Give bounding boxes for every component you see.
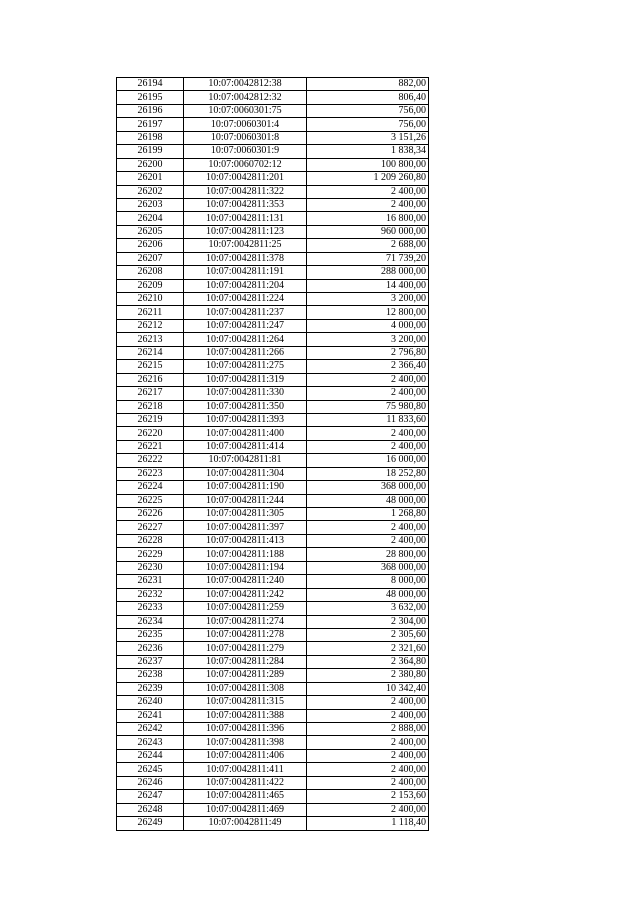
amount-cell: 3 151,26 — [307, 131, 429, 144]
row-number-cell: 26235 — [117, 628, 184, 641]
cadastral-number-cell: 10:07:0042811:414 — [184, 440, 307, 453]
row-number-cell: 26214 — [117, 346, 184, 359]
table-row — [117, 131, 429, 144]
row-number-cell: 26247 — [117, 790, 184, 803]
cadastral-number-cell: 10:07:0042811:204 — [184, 279, 307, 292]
row-number-cell: 26237 — [117, 655, 184, 668]
amount-cell: 368 000,00 — [307, 561, 429, 574]
table-row — [117, 655, 429, 668]
table-row — [117, 400, 429, 413]
table-row — [117, 669, 429, 682]
cadastral-number-cell: 10:07:0042811:289 — [184, 669, 307, 682]
table-row — [117, 749, 429, 762]
cadastral-number-cell: 10:07:0060702:12 — [184, 158, 307, 171]
cadastral-number-cell: 10:07:0042811:411 — [184, 763, 307, 776]
cadastral-number-cell: 10:07:0042811:244 — [184, 494, 307, 507]
table-row — [117, 803, 429, 816]
table-row — [117, 239, 429, 252]
cadastral-number-cell: 10:07:0042811:308 — [184, 682, 307, 695]
amount-cell: 12 800,00 — [307, 306, 429, 319]
amount-cell: 28 800,00 — [307, 548, 429, 561]
amount-cell: 8 000,00 — [307, 575, 429, 588]
cadastral-number-cell: 10:07:0042811:353 — [184, 198, 307, 211]
row-number-cell: 26210 — [117, 293, 184, 306]
amount-cell: 806,40 — [307, 91, 429, 104]
cadastral-number-cell: 10:07:0042811:247 — [184, 319, 307, 332]
table-row — [117, 790, 429, 803]
table-row — [117, 212, 429, 225]
amount-cell: 3 632,00 — [307, 602, 429, 615]
amount-cell: 2 400,00 — [307, 440, 429, 453]
table-row — [117, 118, 429, 131]
cadastral-number-cell: 10:07:0042811:398 — [184, 736, 307, 749]
table-row — [117, 306, 429, 319]
row-number-cell: 26200 — [117, 158, 184, 171]
table-row — [117, 615, 429, 628]
amount-cell: 3 200,00 — [307, 333, 429, 346]
row-number-cell: 26226 — [117, 508, 184, 521]
row-number-cell: 26202 — [117, 185, 184, 198]
table-row — [117, 723, 429, 736]
cadastral-number-cell: 10:07:0042811:322 — [184, 185, 307, 198]
amount-cell: 11 833,60 — [307, 413, 429, 426]
amount-cell: 2 400,00 — [307, 749, 429, 762]
table-row — [117, 467, 429, 480]
cadastral-number-cell: 10:07:0042811:274 — [184, 615, 307, 628]
cadastral-number-cell: 10:07:0042812:32 — [184, 91, 307, 104]
row-number-cell: 26204 — [117, 212, 184, 225]
amount-cell: 882,00 — [307, 78, 429, 91]
amount-cell: 1 118,40 — [307, 817, 429, 830]
amount-cell: 48 000,00 — [307, 494, 429, 507]
amount-cell: 2 400,00 — [307, 534, 429, 547]
cadastral-number-cell: 10:07:0042811:237 — [184, 306, 307, 319]
row-number-cell: 26219 — [117, 413, 184, 426]
table-row — [117, 91, 429, 104]
cadastral-number-cell: 10:07:0042811:25 — [184, 239, 307, 252]
cadastral-number-cell: 10:07:0042811:194 — [184, 561, 307, 574]
row-number-cell: 26194 — [117, 78, 184, 91]
cadastral-number-cell: 10:07:0042811:49 — [184, 817, 307, 830]
table-row — [117, 481, 429, 494]
amount-cell: 2 400,00 — [307, 387, 429, 400]
cadastral-number-cell: 10:07:0042811:191 — [184, 266, 307, 279]
amount-cell: 14 400,00 — [307, 279, 429, 292]
amount-cell: 16 000,00 — [307, 454, 429, 467]
row-number-cell: 26198 — [117, 131, 184, 144]
table-row — [117, 696, 429, 709]
table-row — [117, 817, 429, 830]
cadastral-number-cell: 10:07:0060301:4 — [184, 118, 307, 131]
row-number-cell: 26232 — [117, 588, 184, 601]
cadastral-number-cell: 10:07:0042811:330 — [184, 387, 307, 400]
amount-cell: 960 000,00 — [307, 225, 429, 238]
table-row — [117, 588, 429, 601]
table-row — [117, 172, 429, 185]
cadastral-number-cell: 10:07:0042811:465 — [184, 790, 307, 803]
amount-cell: 2 364,80 — [307, 655, 429, 668]
table-row — [117, 575, 429, 588]
amount-cell: 2 380,80 — [307, 669, 429, 682]
cadastral-number-cell: 10:07:0042811:406 — [184, 749, 307, 762]
row-number-cell: 26229 — [117, 548, 184, 561]
amount-cell: 2 400,00 — [307, 696, 429, 709]
table-row — [117, 454, 429, 467]
amount-cell: 75 980,80 — [307, 400, 429, 413]
amount-cell: 2 305,60 — [307, 628, 429, 641]
row-number-cell: 26223 — [117, 467, 184, 480]
table-row — [117, 561, 429, 574]
cadastral-number-cell: 10:07:0042811:264 — [184, 333, 307, 346]
row-number-cell: 26222 — [117, 454, 184, 467]
amount-cell: 2 400,00 — [307, 521, 429, 534]
cadastral-number-cell: 10:07:0042811:396 — [184, 723, 307, 736]
cadastral-number-cell: 10:07:0042811:188 — [184, 548, 307, 561]
row-number-cell: 26207 — [117, 252, 184, 265]
cadastral-number-cell: 10:07:0042811:350 — [184, 400, 307, 413]
amount-cell: 2 400,00 — [307, 776, 429, 789]
row-number-cell: 26249 — [117, 817, 184, 830]
table-row — [117, 427, 429, 440]
table-row — [117, 104, 429, 117]
amount-cell: 2 400,00 — [307, 763, 429, 776]
row-number-cell: 26199 — [117, 145, 184, 158]
cadastral-number-cell: 10:07:0042811:131 — [184, 212, 307, 225]
cadastral-number-cell: 10:07:0042811:397 — [184, 521, 307, 534]
cadastral-number-cell: 10:07:0042811:422 — [184, 776, 307, 789]
table-row — [117, 158, 429, 171]
table-row — [117, 319, 429, 332]
amount-cell: 2 888,00 — [307, 723, 429, 736]
table-row — [117, 413, 429, 426]
cadastral-number-cell: 10:07:0042811:201 — [184, 172, 307, 185]
amount-cell: 2 400,00 — [307, 736, 429, 749]
table-row — [117, 642, 429, 655]
row-number-cell: 26212 — [117, 319, 184, 332]
row-number-cell: 26236 — [117, 642, 184, 655]
table-row — [117, 709, 429, 722]
row-number-cell: 26208 — [117, 266, 184, 279]
row-number-cell: 26221 — [117, 440, 184, 453]
row-number-cell: 26238 — [117, 669, 184, 682]
row-number-cell: 26225 — [117, 494, 184, 507]
row-number-cell: 26245 — [117, 763, 184, 776]
cadastral-number-cell: 10:07:0042811:278 — [184, 628, 307, 641]
table-row — [117, 763, 429, 776]
table-row — [117, 548, 429, 561]
amount-cell: 48 000,00 — [307, 588, 429, 601]
amount-cell: 2 688,00 — [307, 239, 429, 252]
table-body — [117, 78, 429, 831]
row-number-cell: 26227 — [117, 521, 184, 534]
cadastral-number-cell: 10:07:0042811:279 — [184, 642, 307, 655]
row-number-cell: 26220 — [117, 427, 184, 440]
row-number-cell: 26228 — [117, 534, 184, 547]
amount-cell: 18 252,80 — [307, 467, 429, 480]
cadastral-number-cell: 10:07:0042811:190 — [184, 481, 307, 494]
cadastral-number-cell: 10:07:0042811:275 — [184, 360, 307, 373]
cadastral-number-cell: 10:07:0060301:8 — [184, 131, 307, 144]
cadastral-number-cell: 10:07:0042811:388 — [184, 709, 307, 722]
row-number-cell: 26201 — [117, 172, 184, 185]
amount-cell: 2 400,00 — [307, 709, 429, 722]
table-row — [117, 333, 429, 346]
row-number-cell: 26195 — [117, 91, 184, 104]
amount-cell: 71 739,20 — [307, 252, 429, 265]
cadastral-number-cell: 10:07:0042811:378 — [184, 252, 307, 265]
table-row — [117, 346, 429, 359]
row-number-cell: 26216 — [117, 373, 184, 386]
amount-cell: 2 400,00 — [307, 185, 429, 198]
cadastral-number-cell: 10:07:0042811:393 — [184, 413, 307, 426]
table-row — [117, 440, 429, 453]
cadastral-number-cell: 10:07:0042811:284 — [184, 655, 307, 668]
amount-cell: 100 800,00 — [307, 158, 429, 171]
amount-cell: 2 321,60 — [307, 642, 429, 655]
row-number-cell: 26243 — [117, 736, 184, 749]
amount-cell: 3 200,00 — [307, 293, 429, 306]
cadastral-number-cell: 10:07:0060301:9 — [184, 145, 307, 158]
cadastral-number-cell: 10:07:0042811:259 — [184, 602, 307, 615]
amount-cell: 756,00 — [307, 104, 429, 117]
table-row — [117, 266, 429, 279]
amount-cell: 2 400,00 — [307, 803, 429, 816]
row-number-cell: 26215 — [117, 360, 184, 373]
cadastral-number-cell: 10:07:0042811:315 — [184, 696, 307, 709]
amount-cell: 2 366,40 — [307, 360, 429, 373]
amount-cell: 2 400,00 — [307, 373, 429, 386]
table-row — [117, 494, 429, 507]
row-number-cell: 26209 — [117, 279, 184, 292]
amount-cell: 16 800,00 — [307, 212, 429, 225]
table-row — [117, 293, 429, 306]
table-row — [117, 521, 429, 534]
row-number-cell: 26248 — [117, 803, 184, 816]
amount-cell: 756,00 — [307, 118, 429, 131]
row-number-cell: 26205 — [117, 225, 184, 238]
amount-cell: 2 400,00 — [307, 427, 429, 440]
cadastral-number-cell: 10:07:0042811:469 — [184, 803, 307, 816]
table-row — [117, 534, 429, 547]
cadastral-number-cell: 10:07:0042811:319 — [184, 373, 307, 386]
cadastral-number-cell: 10:07:0042811:304 — [184, 467, 307, 480]
table-row — [117, 387, 429, 400]
row-number-cell: 26242 — [117, 723, 184, 736]
table-row — [117, 682, 429, 695]
cadastral-number-cell: 10:07:0042811:413 — [184, 534, 307, 547]
table-row — [117, 198, 429, 211]
table-row — [117, 360, 429, 373]
table-row — [117, 508, 429, 521]
row-number-cell: 26244 — [117, 749, 184, 762]
row-number-cell: 26234 — [117, 615, 184, 628]
table-row — [117, 373, 429, 386]
amount-cell: 288 000,00 — [307, 266, 429, 279]
row-number-cell: 26239 — [117, 682, 184, 695]
cadastral-number-cell: 10:07:0042811:240 — [184, 575, 307, 588]
table-row — [117, 145, 429, 158]
cadastral-number-cell: 10:07:0042811:123 — [184, 225, 307, 238]
row-number-cell: 26211 — [117, 306, 184, 319]
row-number-cell: 26203 — [117, 198, 184, 211]
row-number-cell: 26240 — [117, 696, 184, 709]
amount-cell: 2 153,60 — [307, 790, 429, 803]
cadastral-number-cell: 10:07:0042811:400 — [184, 427, 307, 440]
table-row — [117, 225, 429, 238]
table-row — [117, 736, 429, 749]
cadastral-value-table — [116, 77, 429, 831]
row-number-cell: 26206 — [117, 239, 184, 252]
amount-cell: 1 268,80 — [307, 508, 429, 521]
row-number-cell: 26230 — [117, 561, 184, 574]
row-number-cell: 26233 — [117, 602, 184, 615]
amount-cell: 1 209 260,80 — [307, 172, 429, 185]
amount-cell: 10 342,40 — [307, 682, 429, 695]
amount-cell: 2 304,00 — [307, 615, 429, 628]
row-number-cell: 26197 — [117, 118, 184, 131]
table-row — [117, 252, 429, 265]
amount-cell: 1 838,34 — [307, 145, 429, 158]
table-row — [117, 776, 429, 789]
cadastral-number-cell: 10:07:0042811:81 — [184, 454, 307, 467]
table-row — [117, 628, 429, 641]
row-number-cell: 26246 — [117, 776, 184, 789]
row-number-cell: 26241 — [117, 709, 184, 722]
row-number-cell: 26217 — [117, 387, 184, 400]
amount-cell: 4 000,00 — [307, 319, 429, 332]
row-number-cell: 26224 — [117, 481, 184, 494]
amount-cell: 2 796,80 — [307, 346, 429, 359]
row-number-cell: 26213 — [117, 333, 184, 346]
cadastral-number-cell: 10:07:0042811:224 — [184, 293, 307, 306]
row-number-cell: 26196 — [117, 104, 184, 117]
table-row — [117, 78, 429, 91]
amount-cell: 2 400,00 — [307, 198, 429, 211]
cadastral-number-cell: 10:07:0060301:75 — [184, 104, 307, 117]
table-row — [117, 185, 429, 198]
amount-cell: 368 000,00 — [307, 481, 429, 494]
table-row — [117, 279, 429, 292]
row-number-cell: 26218 — [117, 400, 184, 413]
cadastral-number-cell: 10:07:0042811:305 — [184, 508, 307, 521]
row-number-cell: 26231 — [117, 575, 184, 588]
cadastral-number-cell: 10:07:0042812:38 — [184, 78, 307, 91]
table-row — [117, 602, 429, 615]
cadastral-number-cell: 10:07:0042811:242 — [184, 588, 307, 601]
cadastral-number-cell: 10:07:0042811:266 — [184, 346, 307, 359]
